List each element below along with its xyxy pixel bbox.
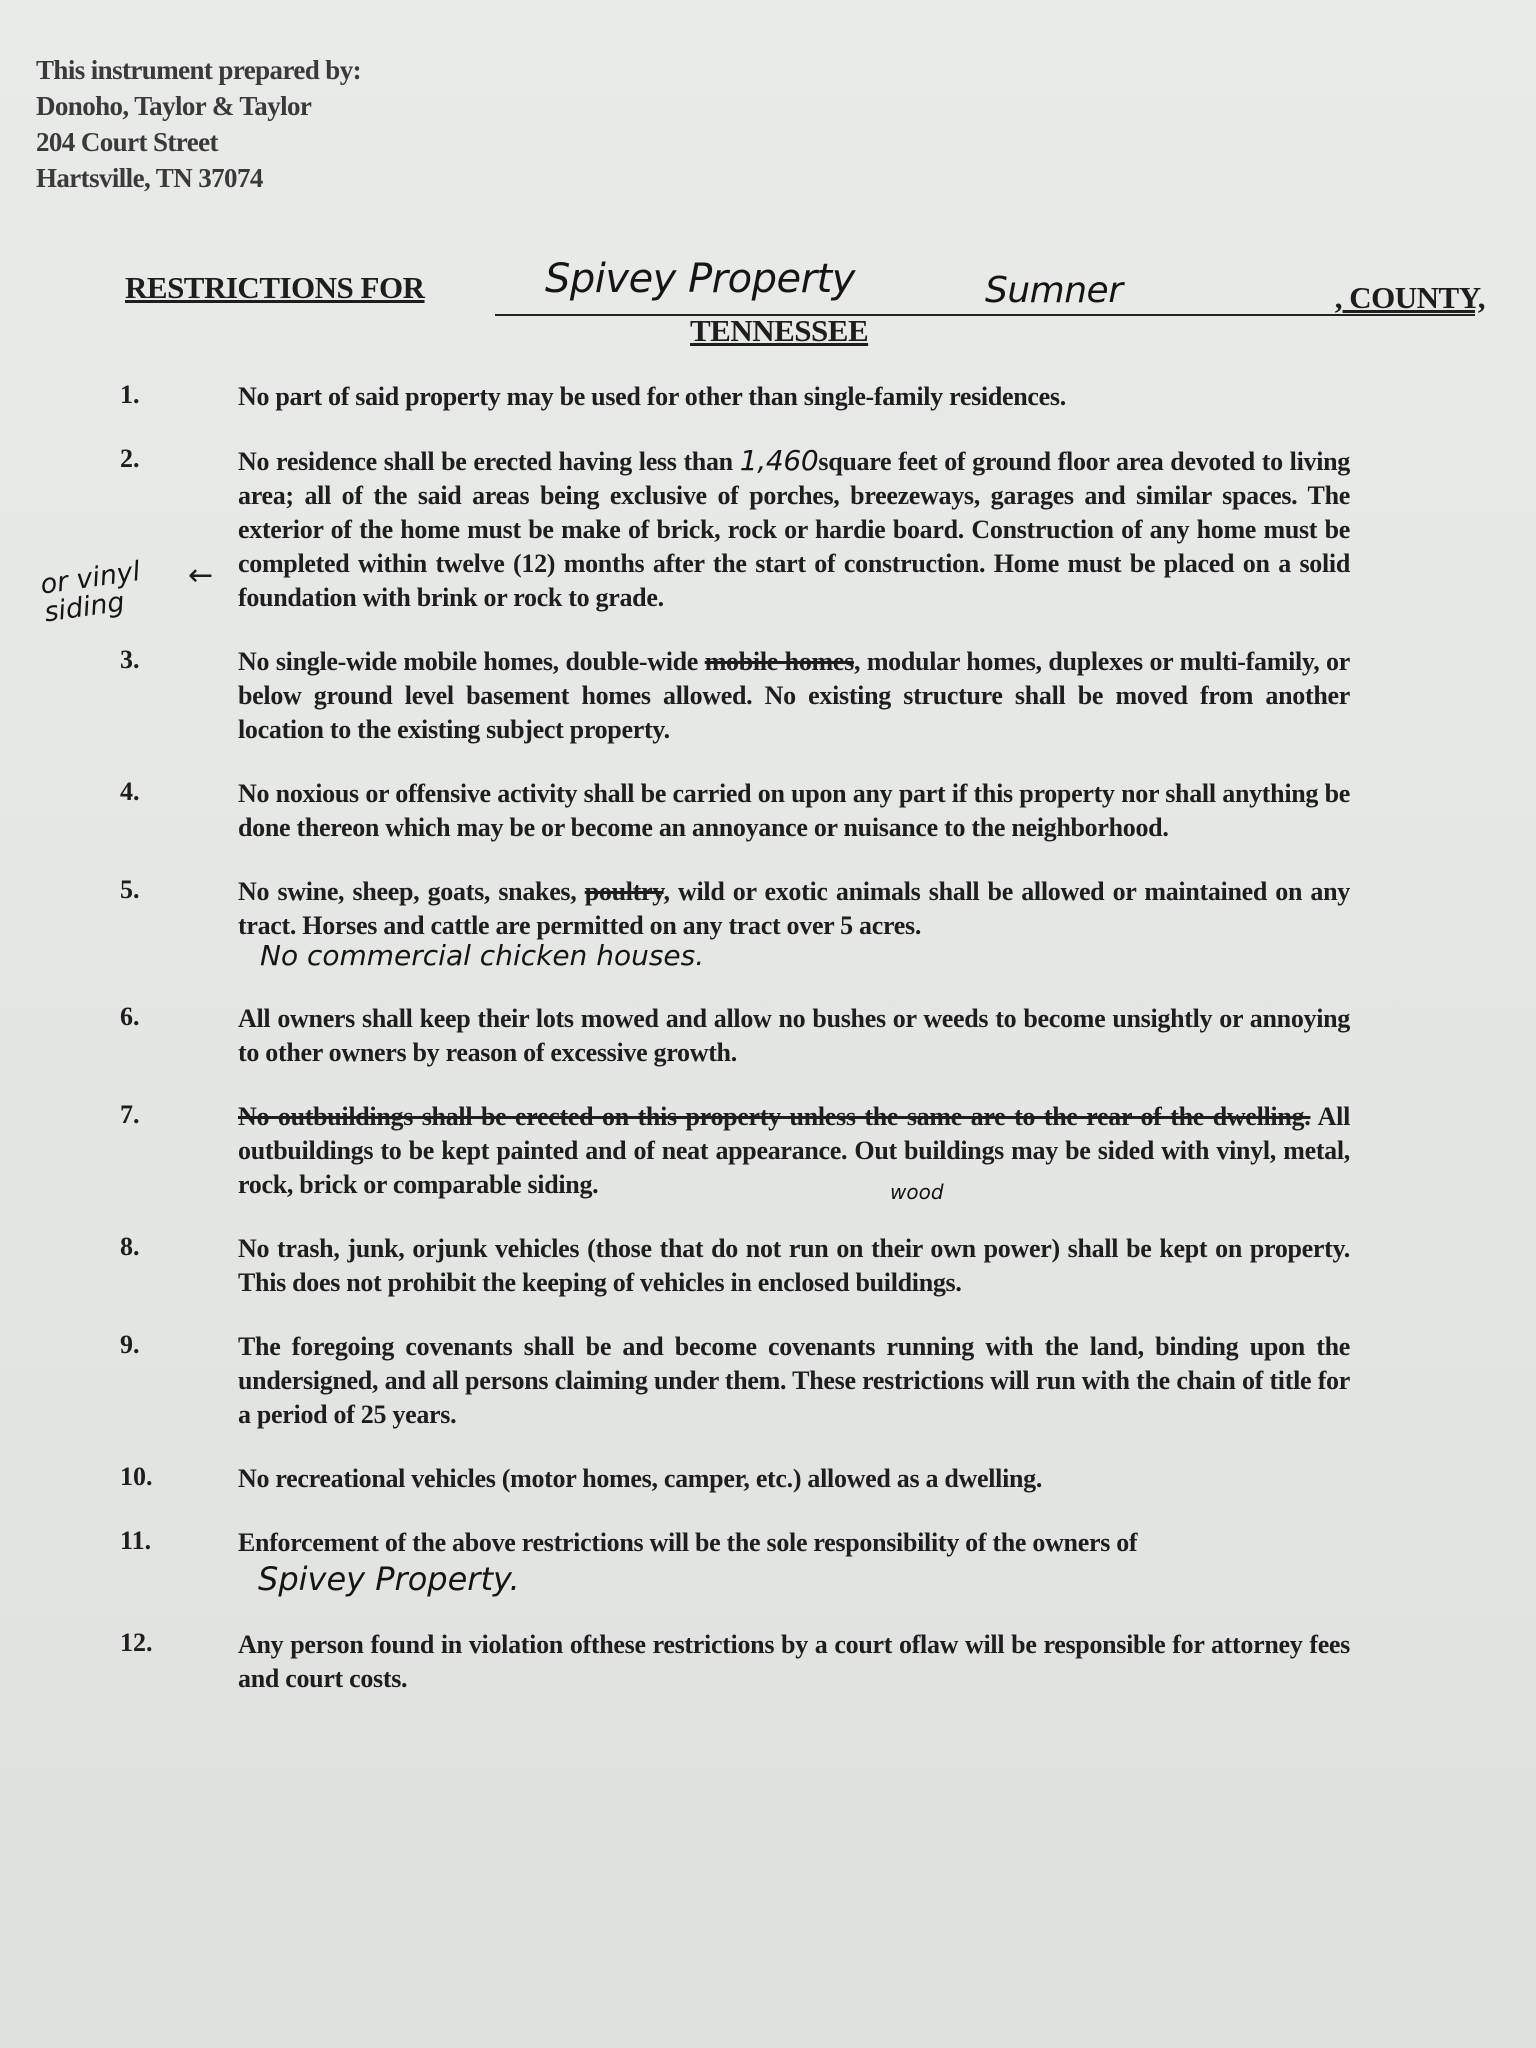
item-text: No trash, junk, orjunk vehicles (those that do not run on their own power) shall be kept on property. This does not prohibit the keeping of vehicles in enclosed buildings. bbox=[238, 1234, 1350, 1297]
struck-text: poultry bbox=[584, 877, 664, 906]
item-number: 8. bbox=[120, 1232, 140, 1261]
restriction-item-6 bbox=[120, 1002, 1350, 1070]
item-text: Enforcement of the above restrictions will be the sole responsibility of the owners of bbox=[238, 1528, 1138, 1557]
item-text: The foregoing covenants shall be and become covenants running with the land, binding upon the undersigned, and all persons claiming under them. These restrictions will run with the chain of title for a period of 25 years. bbox=[238, 1332, 1350, 1429]
item-text bbox=[238, 444, 1350, 615]
item-number: 12. bbox=[120, 1628, 153, 1657]
title-state: TENNESSEE bbox=[690, 313, 869, 348]
restriction-item-7 bbox=[120, 1100, 1350, 1202]
preparer-city: Hartsville, TN 37074 bbox=[36, 163, 263, 193]
item-text-post: , modular homes, duplexes or multi-family, or below ground level basement homes allowed. No existing structure shall be moved from another location to the existing subject property. bbox=[238, 647, 1350, 744]
title-fill-line bbox=[495, 314, 1475, 316]
item-text-post: All outbuildings to be kept painted and of neat appearance. Out buildings may be sided with vinyl, metal, rock, brick or comparable siding. bbox=[238, 1102, 1350, 1199]
item-text: No noxious or offensive activity shall be carried on upon any part if this property nor shall anything be done thereon which may be or become an annoyance or nuisance to the neighborhood. bbox=[238, 779, 1350, 842]
title-county: , COUNTY, bbox=[1334, 280, 1485, 315]
item-text bbox=[238, 875, 1350, 943]
restriction-item-8 bbox=[120, 1232, 1350, 1300]
item-number: 4. bbox=[120, 777, 140, 806]
preparer-block bbox=[36, 52, 361, 196]
restriction-item-3 bbox=[120, 645, 1350, 747]
struck-text: mobile homes bbox=[704, 647, 854, 676]
restriction-item-1 bbox=[120, 380, 1350, 414]
item-number: 7. bbox=[120, 1100, 140, 1129]
item-number: 1. bbox=[120, 380, 140, 409]
title-restrictions-for: RESTRICTIONS FOR bbox=[125, 270, 425, 305]
handwritten-note-chicken-houses: No commercial chicken houses. bbox=[260, 939, 705, 972]
item-text bbox=[238, 645, 1350, 747]
handwritten-insert-wood: wood bbox=[890, 1180, 944, 1204]
item-number: 10. bbox=[120, 1462, 153, 1491]
item-number: 5. bbox=[120, 875, 140, 904]
handwritten-square-feet: 1,460 bbox=[739, 444, 819, 477]
item-text: No recreational vehicles (motor homes, camper, etc.) allowed as a dwelling. bbox=[238, 1464, 1043, 1493]
margin-arrow-icon: ← bbox=[188, 558, 214, 593]
item-text-post: square feet of ground floor area devoted to living area; all of the said areas being exclusive of porches, breezeways, garages and similar spaces. The exterior of the home must be make of brick, rock or hardie board. Construction of any home must be completed within twelve (12) months after the start of construction. Home must be placed on a solid foundation with brink or rock to grade. bbox=[238, 447, 1350, 612]
handwritten-property-name: Spivey Property bbox=[545, 256, 855, 302]
item-number: 3. bbox=[120, 645, 140, 674]
restriction-item-5 bbox=[120, 875, 1350, 972]
item-text bbox=[238, 1100, 1350, 1202]
restrictions-list bbox=[120, 380, 1350, 1726]
handwritten-owner-name: Spivey Property. bbox=[258, 1560, 520, 1598]
restriction-item-10 bbox=[120, 1462, 1350, 1496]
item-number: 2. bbox=[120, 444, 140, 473]
item-text-pre: No residence shall be erected having less than bbox=[238, 447, 740, 476]
preparer-heading: This instrument prepared by: bbox=[36, 55, 361, 85]
handwritten-county-name: Sumner bbox=[985, 270, 1123, 311]
item-number: 11. bbox=[120, 1526, 152, 1555]
item-text-post: , wild or exotic animals shall be allowed or maintained on any tract. Horses and cattle are permitted on any tract over 5 acres. bbox=[238, 877, 1350, 940]
item-number: 9. bbox=[120, 1330, 140, 1359]
struck-text: No outbuildings shall be erected on this property unless the same are to the rear of the dwelling. bbox=[238, 1102, 1311, 1131]
restriction-item-12 bbox=[120, 1628, 1350, 1696]
preparer-street: 204 Court Street bbox=[36, 127, 218, 157]
restriction-item-11 bbox=[120, 1526, 1350, 1598]
item-text: No part of said property may be used for other than single-family residences. bbox=[238, 382, 1066, 411]
restriction-item-4 bbox=[120, 777, 1350, 845]
item-text: Any person found in violation ofthese restrictions by a court oflaw will be responsible for attorney fees and court costs. bbox=[238, 1630, 1350, 1693]
item-number: 6. bbox=[120, 1002, 140, 1031]
restriction-item-2 bbox=[120, 444, 1350, 615]
item-text: All owners shall keep their lots mowed and allow no bushes or weeds to become unsightly or annoying to other owners by reason of excessive growth. bbox=[238, 1004, 1350, 1067]
preparer-firm: Donoho, Taylor & Taylor bbox=[36, 91, 312, 121]
margin-note-vinyl-siding: or vinyl siding bbox=[38, 556, 143, 629]
item-text-pre: No single-wide mobile homes, double-wide bbox=[238, 647, 705, 676]
restriction-item-9 bbox=[120, 1330, 1350, 1432]
item-text-pre: No swine, sheep, goats, snakes, bbox=[238, 877, 585, 906]
